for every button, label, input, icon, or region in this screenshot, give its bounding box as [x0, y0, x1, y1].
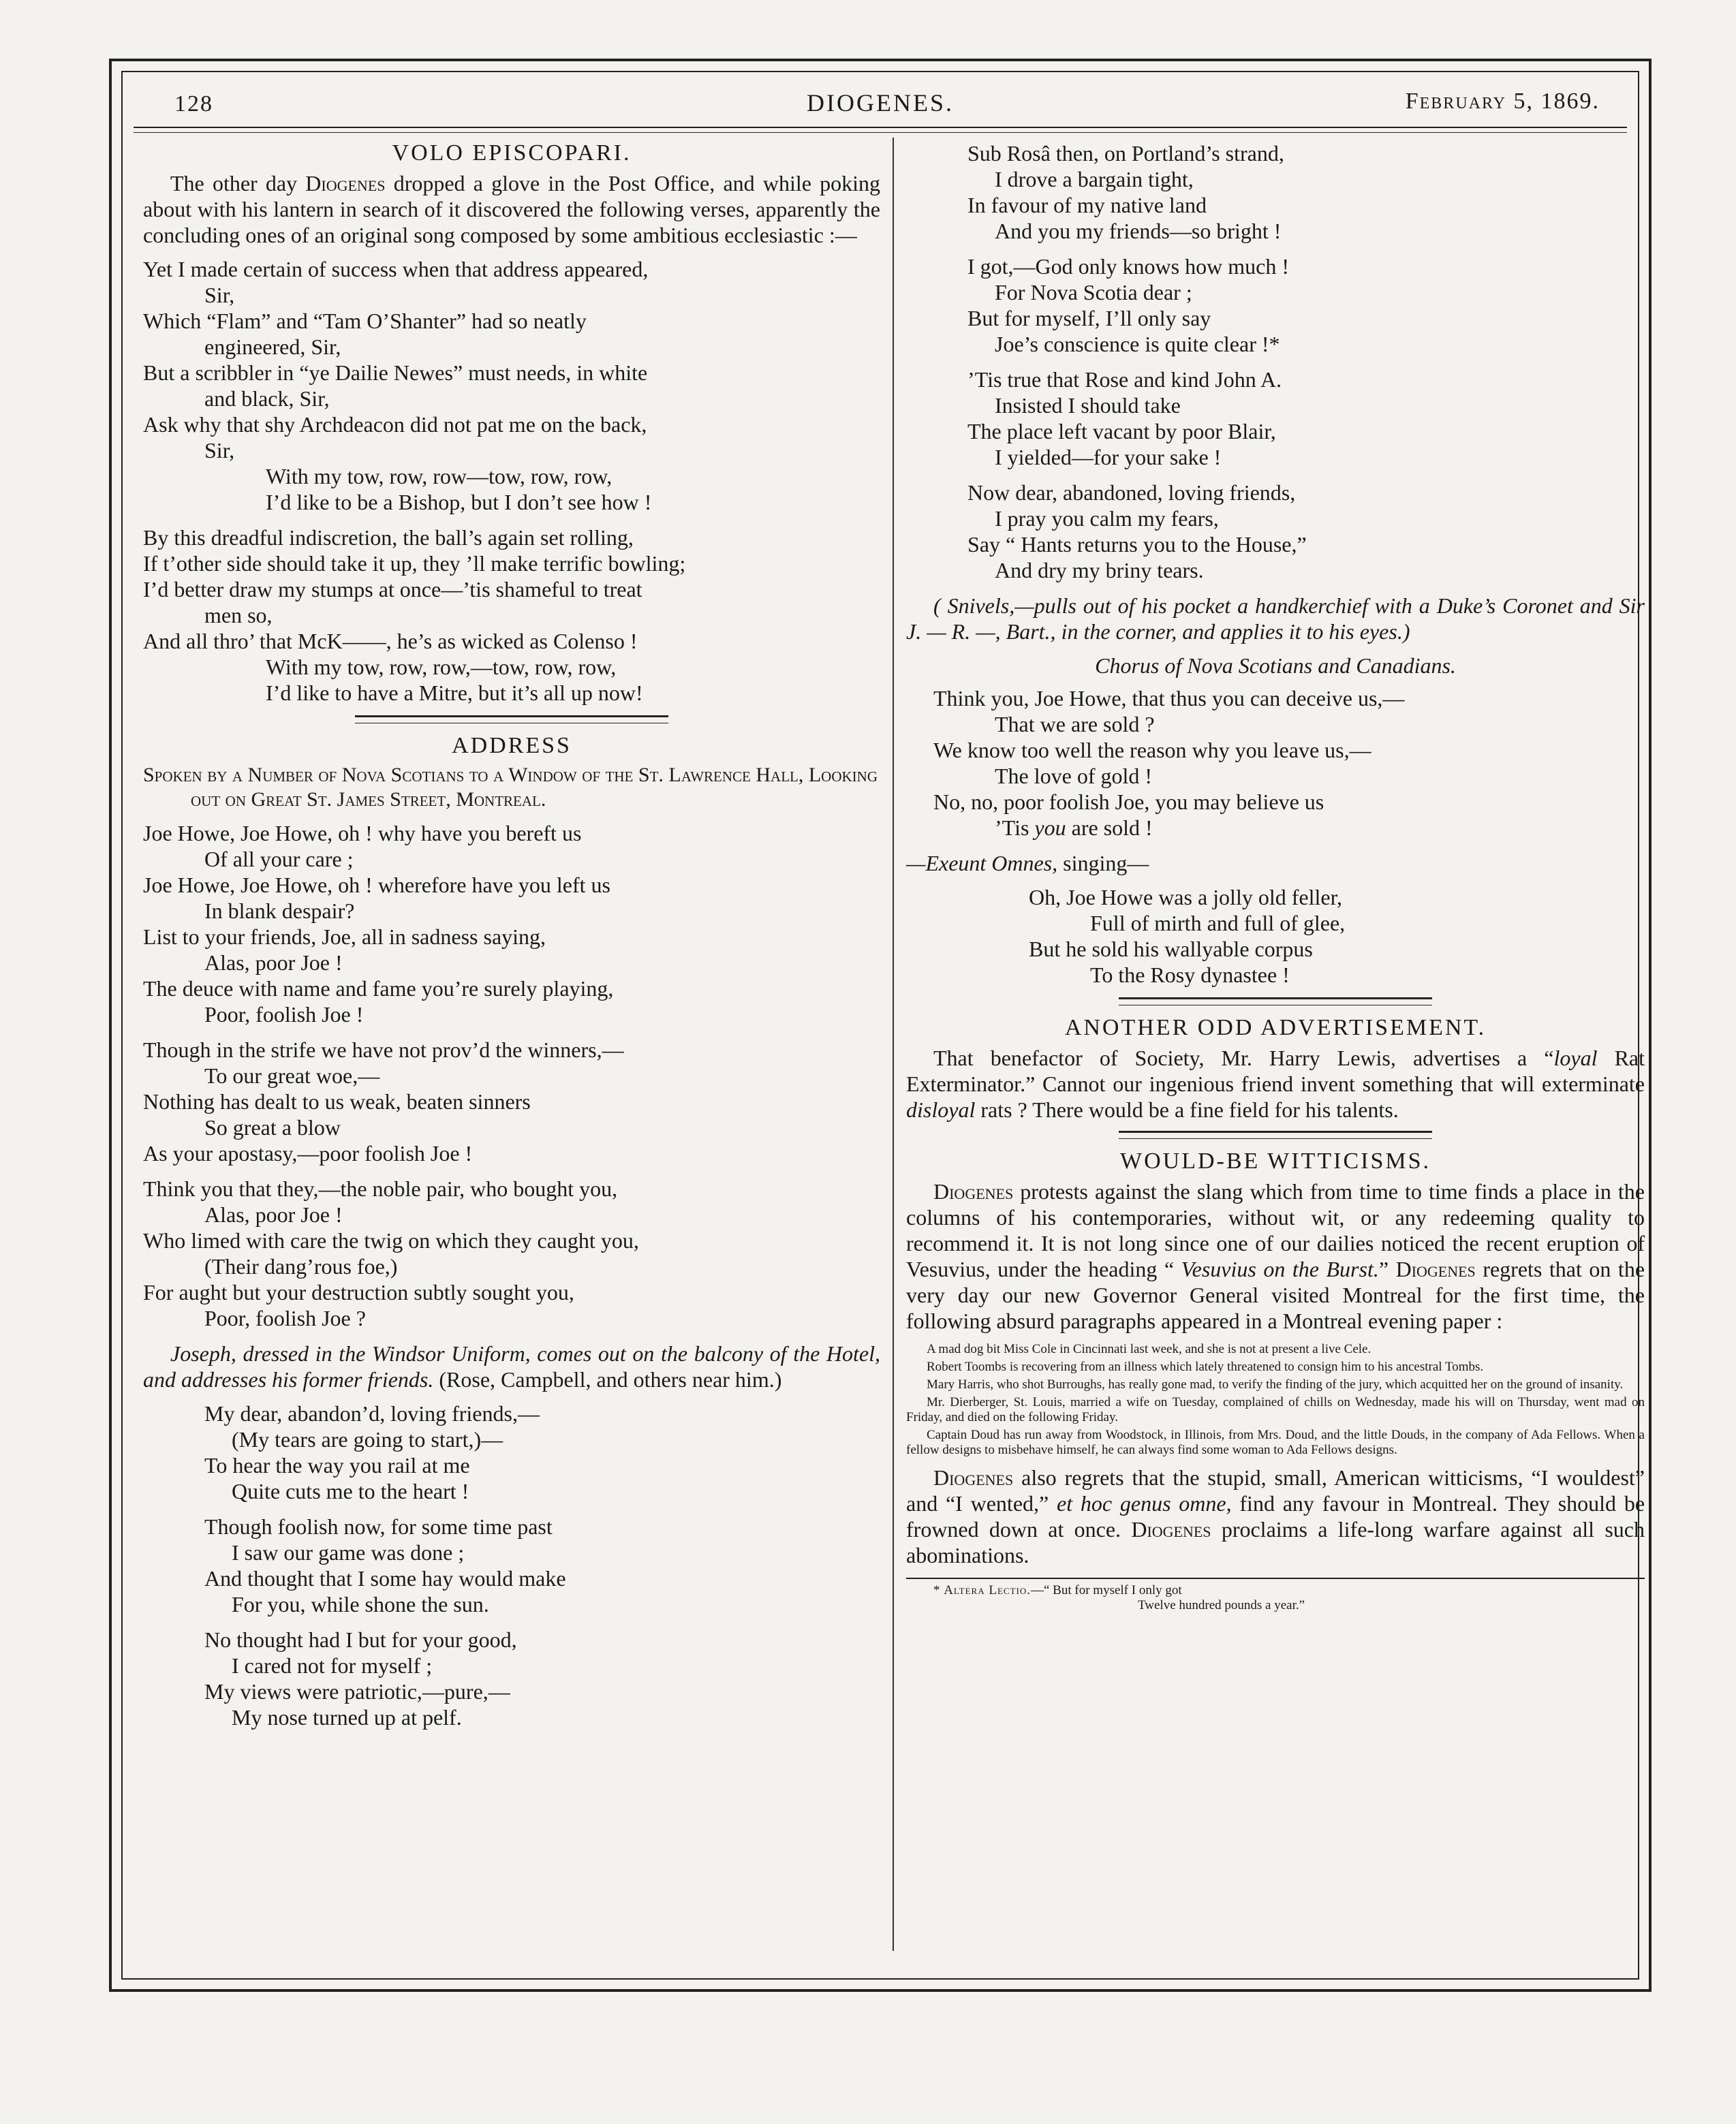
section-divider	[355, 715, 668, 723]
quoted-paragraph: Mary Harris, who shot Burroughs, has really gone mad, to verify the finding of the jury, which acquitted her on the ground of insanity.	[927, 1377, 1624, 1392]
address-subtitle: Spoken by a Number of Nova Scotians to a Window of the St. Lawrence Hall, Looking out on Great St. James Street, Montreal.	[143, 764, 878, 811]
volo-stanza-1: Yet I made certain of success when that address appeared, Sir, Which “Flam” and “Tam O’Shanter” had so neatly engineered, Sir, But a scribbler in “ye Dailie Newes” must needs, in white and black, Sir, Ask why that shy Archdeacon did not pat me on the back, Sir, With my tow, row, row—tow, row, row, I’d like to be a Bishop, but I don’t see how !	[143, 257, 652, 514]
header-rule	[134, 127, 1627, 128]
quoted-paragraph: Robert Toombs is recovering from an illness which lately threatened to consign him to his ancestral Tombs.	[927, 1360, 1484, 1374]
address-stanza-1: Joe Howe, Joe Howe, oh ! why have you bereft us Of all your care ; Joe Howe, Joe Howe, oh ! wherefore have you left us In blank despair? List to your friends, Joe, all in sadness saying, Alas, poor Joe ! The deuce with name and fame you’re surely playing, Poor, foolish Joe !	[143, 821, 614, 1027]
article-title-witticisms: WOULD-BE WITTICISMS.	[1120, 1149, 1431, 1174]
witticisms-body-2: Diogenes also regrets that the stupid, small, American witticisms, “I wouldest” and “I wented,” et hoc genus omne, find any favour in Montreal. They should be frowned down at once. Diogenes proclaims a life-long warfare against all such abominations.	[906, 1465, 1645, 1567]
left-column	[143, 140, 880, 1740]
article-title-address: ADDRESS	[452, 733, 572, 758]
column-divider	[893, 138, 894, 1951]
address-stanza-3: Think you that they,—the noble pair, who bought you, Alas, poor Joe ! Who limed with care the twig on which they caught you, (Their dang’rous foe,) For aught but your destruction subtly sought you, Poor, foolish Joe ?	[143, 1176, 639, 1330]
article-title-volo: VOLO EPISCOPARI.	[392, 140, 632, 166]
page-number: 128	[174, 91, 213, 116]
final-song: Oh, Joe Howe was a jolly old feller, Full of mirth and full of glee, But he sold his wallyable corpus To the Rosy dynastee !	[1029, 885, 1346, 987]
page-header	[134, 79, 1627, 121]
footnote: * Altera Lectio.—“ But for myself I only got Twelve hundred pounds a year.”	[933, 1583, 1305, 1612]
joe-stanza-7: Now dear, abandoned, loving friends, I pray you calm my fears, Say “ Hants returns you to the House,” And dry my briny tears.	[967, 480, 1307, 582]
footnote-rule	[906, 1578, 1645, 1579]
quoted-paragraph: A mad dog bit Miss Cole in Cincinnati last week, and she is not at present a live Cele.	[927, 1342, 1371, 1356]
advert-body: That benefactor of Society, Mr. Harry Lewis, advertises a “loyal Rat Exterminator.” Cannot our ingenious friend invent something that will exterminate disloyal rats ? There would be a fine field for his talents.	[906, 1046, 1645, 1122]
right-column	[906, 140, 1645, 1613]
header-rule-thin	[134, 132, 1627, 133]
section-divider-2	[1119, 997, 1432, 1005]
quoted-paragraph: Mr. Dierberger, St. Louis, married a wife on Tuesday, complained of chills on Wednesday, made his will on Thursday, went mad on Friday, and died on the following Friday.	[906, 1395, 1645, 1424]
joe-stanza-1: My dear, abandon’d, loving friends,— (My tears are going to start,)— To hear the way you rail at me Quite cuts me to the heart !	[204, 1401, 540, 1503]
chorus-title: Chorus of Nova Scotians and Canadians.	[1095, 653, 1456, 678]
article-title-advert: ANOTHER ODD ADVERTISEMENT.	[1064, 1015, 1487, 1040]
page-border	[109, 59, 1652, 1992]
page-inner-border	[121, 71, 1645, 1980]
joe-stanza-5: I got,—God only knows how much ! For Nova Scotia dear ; But for myself, I’ll only say Joe’s conscience is quite clear !*	[967, 254, 1289, 356]
joe-stanza-3: No thought had I but for your good, I cared not for myself ; My views were patriotic,—pure,— My nose turned up at pelf.	[204, 1627, 517, 1730]
volo-intro: The other day Diogenes dropped a glove in the Post Office, and while poking about with his lantern in search of it discovered the following verses, apparently the concluding ones of an original song composed by some ambitious ecclesiastic :—	[143, 171, 881, 247]
snivels-direction: ( Snivels,—pulls out of his pocket a handkerchief with a Duke’s Coronet and Sir J. — R. —, Bart., in the corner, and applies it to his eyes.)	[906, 593, 1645, 644]
section-divider-3	[1119, 1131, 1432, 1139]
joe-stanza-4: Sub Rosâ then, on Portland’s strand, I drove a bargain tight, In favour of my native land And you my friends—so bright !	[967, 141, 1284, 243]
address-stanza-2: Though in the strife we have not prov’d the winners,— To our great woe,— Nothing has dealt to us weak, beaten sinners So great a blow As your apostasy,—poor foolish Joe !	[143, 1037, 624, 1166]
stage-direction: Joseph, dressed in the Windsor Uniform, comes out on the balcony of the Hotel, and addresses his former friends. (Rose, Campbell, and others near him.)	[143, 1341, 880, 1392]
volo-stanza-2: By this dreadful indiscretion, the ball’s again set rolling, If t’other side should take it up, they ’ll make terrific bowling; I’d better draw my stumps at once—’tis shameful to treat men so, And all thro’ that McK——, he’s as wicked as Colenso ! With my tow, row, row,—tow, row, row, I’d like to have a Mitre, but it’s all up now!	[143, 525, 686, 705]
masthead-title: DIOGENES.	[807, 89, 954, 116]
witticisms-body-1: Diogenes protests against the slang which from time to time finds a place in the columns of his contemporaries, without wit, or any redeeming quality to recommend it. It is not long since one of our dailies noticed the recent eruption of Vesuvius, under the heading “ Vesuvius on the Burst.” Diogenes regrets that on the very day our new Governor General visited Montreal for the first time, the following absurd paragraphs appeared in a Montreal evening paper :	[906, 1179, 1645, 1333]
exeunt: —Exeunt Omnes, singing—	[906, 851, 1149, 875]
joe-stanza-6: ’Tis true that Rose and kind John A. Insisted I should take The place left vacant by poor Blair, I yielded—for your sake !	[967, 367, 1282, 469]
chorus: Think you, Joe Howe, that thus you can deceive us,— That we are sold ? We know too well the reason why you leave us,— The love of gold ! No, no, poor foolish Joe, you may believe us ’Tis you are sold !	[933, 686, 1405, 840]
quoted-paragraph: Captain Doud has run away from Woodstock, in Illinois, from Mrs. Doud, and the little Douds, in the company of Ada Fellows. When a fellow designs to misbehave himself, he can always find some woman to Ada Fellows designs.	[906, 1428, 1645, 1457]
issue-date: February 5, 1869.	[1405, 89, 1600, 114]
joe-stanza-2: Though foolish now, for some time past I saw our game was done ; And thought that I some hay would make For you, while shone the sun.	[204, 1514, 566, 1617]
